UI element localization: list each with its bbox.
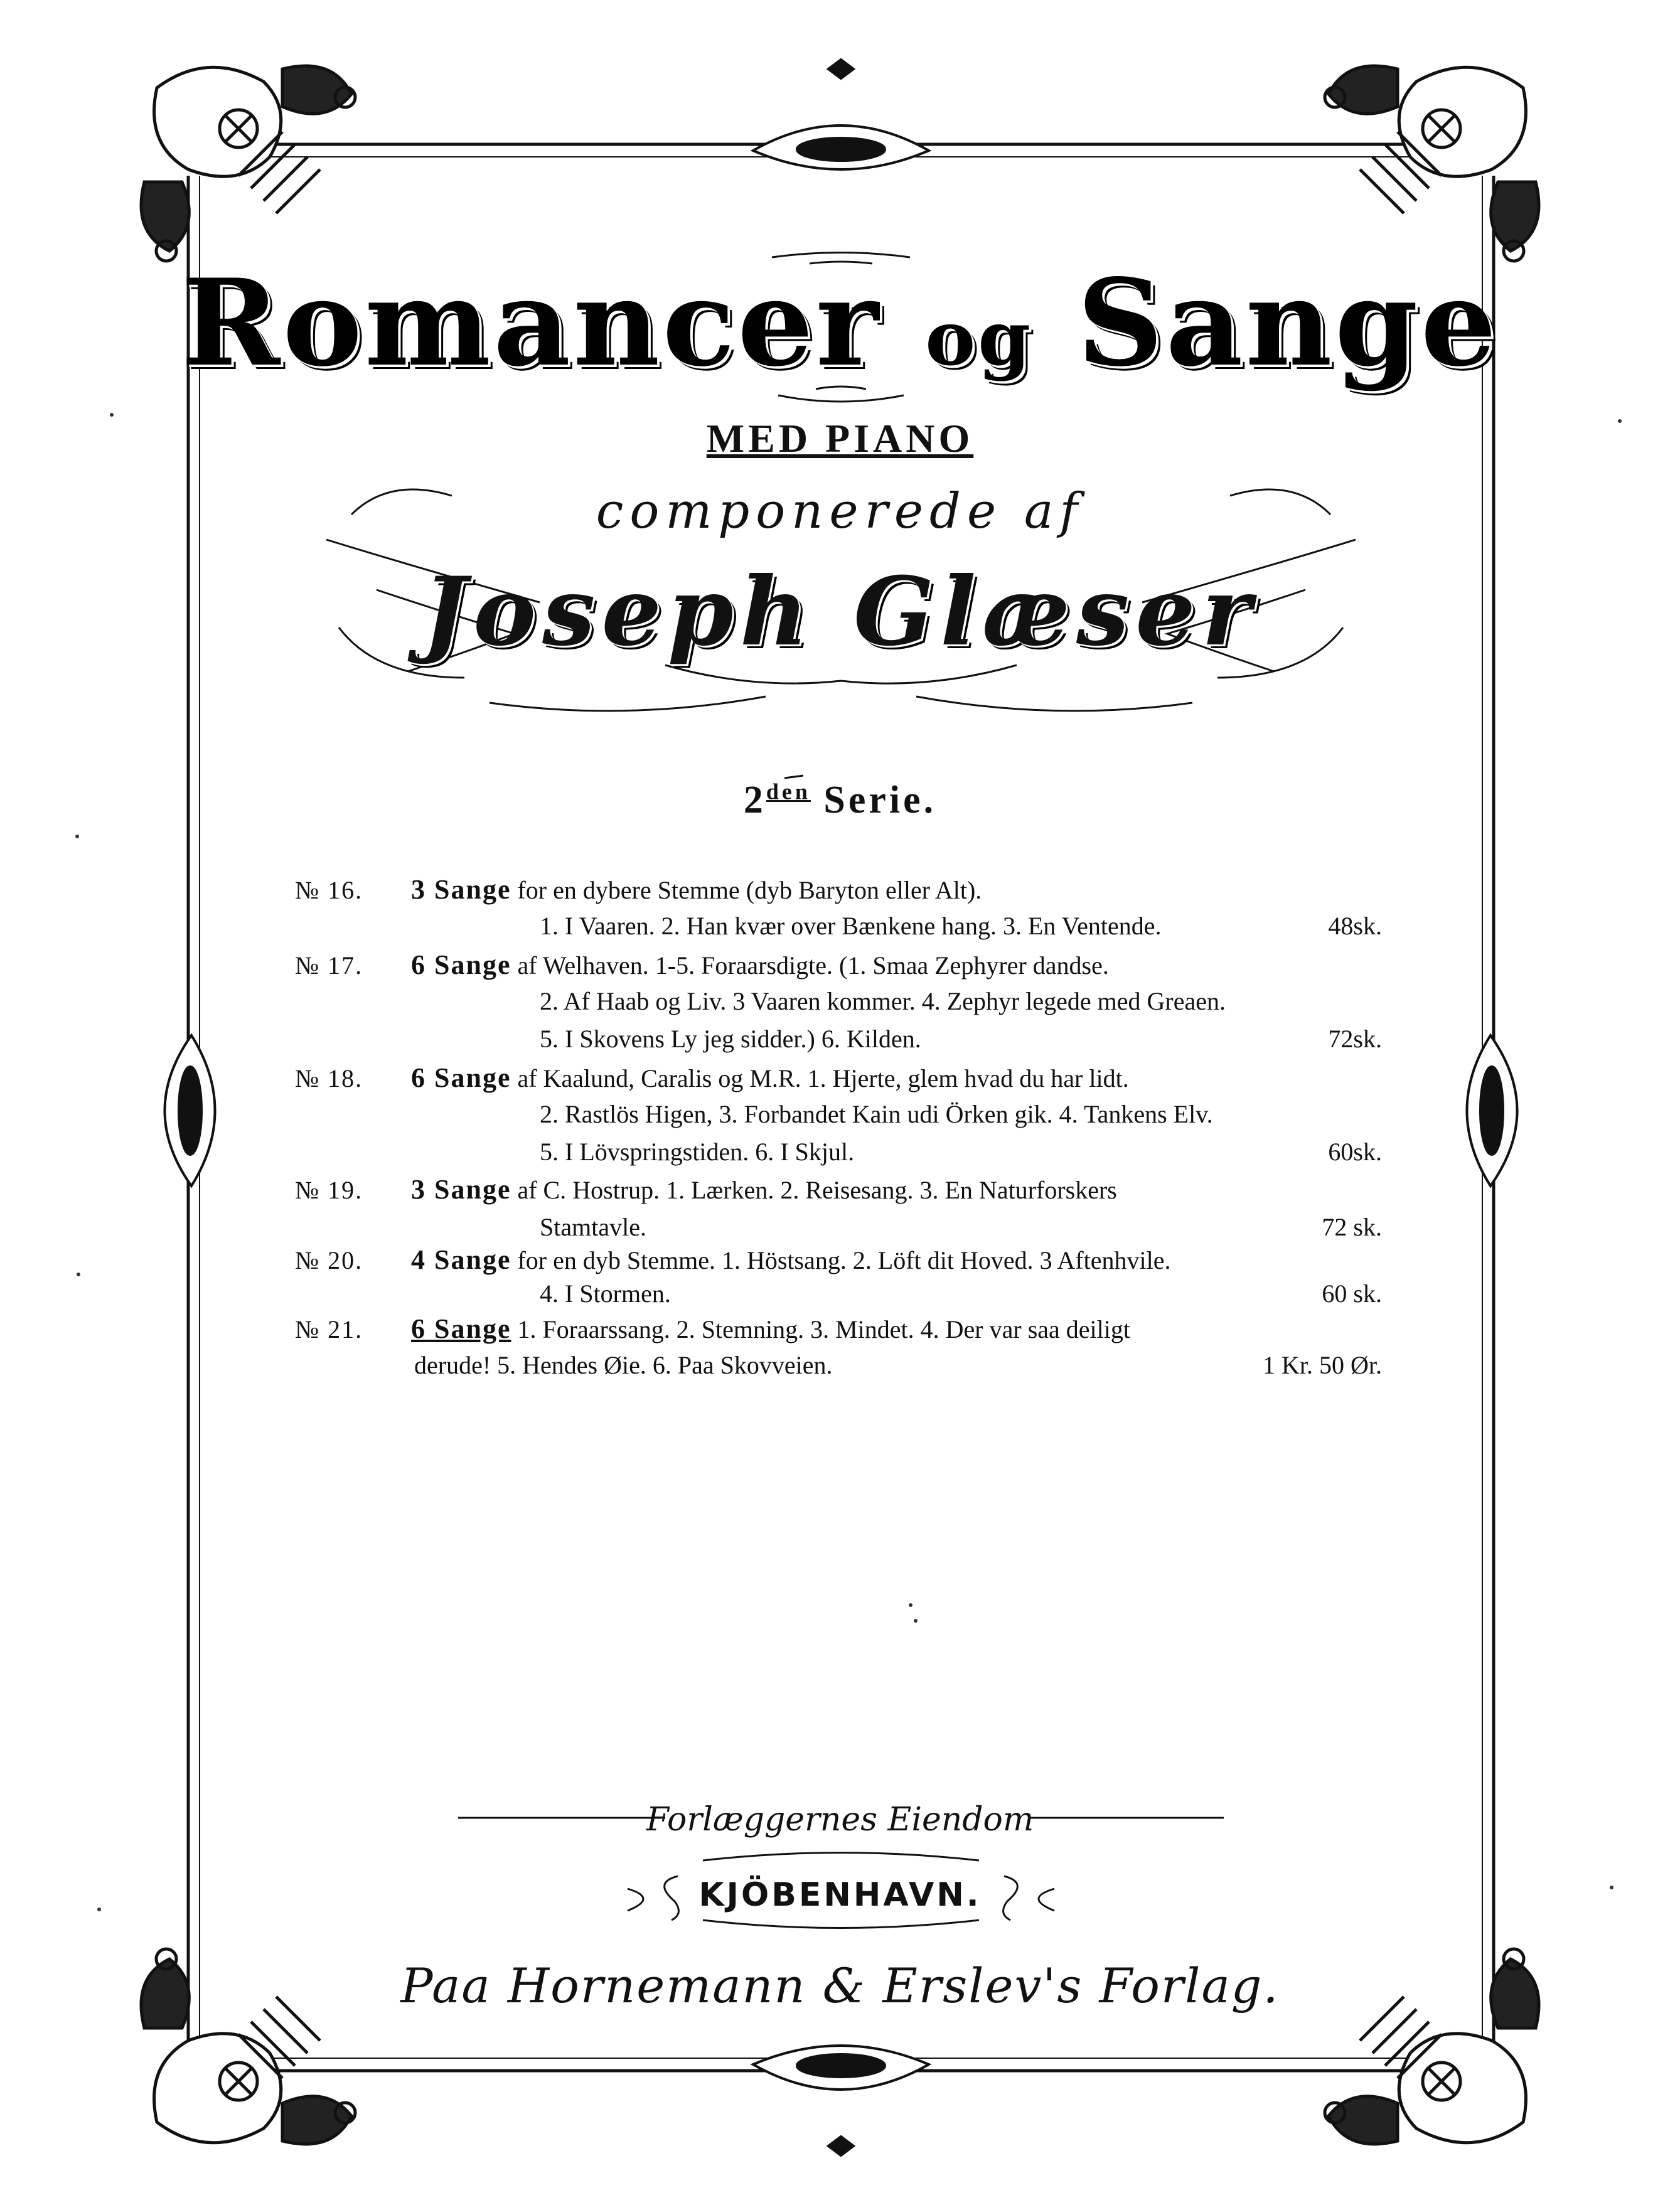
right-center-ornament — [1467, 1035, 1517, 1186]
entry-line: derude! 5. Hendes Øie. 6. Paa Skovveien. — [414, 1351, 833, 1379]
speck — [77, 1273, 80, 1276]
entry-line: 5. I Skovens Ly jeg sidder.) 6. Kilden. — [540, 1025, 921, 1053]
publisher-city: KJÖBENHAVN. — [698, 1876, 982, 1914]
entry-heading: 6 Sange — [411, 949, 511, 980]
entry-first-line — [411, 1244, 1170, 1276]
entry-line: 5. I Lövspringstiden. 6. I Skjul. — [540, 1138, 855, 1166]
entry-heading: 3 Sange — [411, 874, 511, 905]
entry-number: № 19. — [295, 1176, 363, 1204]
ownership-note: Forlæggernes Eiendom — [646, 1801, 1034, 1839]
bottom-center-ornament — [753, 2046, 929, 2155]
speck — [75, 835, 79, 838]
entry-price: 1 Kr. 50 Ør. — [1263, 1351, 1382, 1379]
entry-first-line-rest: for en dybere Stemme (dyb Baryton eller Alt). — [517, 876, 982, 904]
entry-heading: 6 Sange — [411, 1062, 511, 1093]
entry-price: 72 sk. — [1322, 1213, 1382, 1241]
entry-number: № 16. — [295, 876, 363, 904]
entry-number: № 20. — [295, 1246, 363, 1274]
top-center-ornament — [753, 60, 929, 169]
entry-first-line-rest: af C. Hostrup. 1. Lærken. 2. Reisesang. 3. En Naturforskers — [517, 1176, 1117, 1204]
entry-first-line-rest: for en dyb Stemme. 1. Höstsang. 2. Löft dit Hoved. 3 Aftenhvile. — [517, 1246, 1171, 1274]
series-label: Serie. — [823, 779, 937, 821]
speck — [909, 1603, 912, 1607]
entry-first-line — [411, 873, 982, 905]
entry-number: № 21. — [295, 1315, 363, 1343]
entry-line: Stamtavle. — [540, 1213, 646, 1241]
entry-heading: 6 Sange — [411, 1313, 511, 1344]
publisher-name: Paa Hornemann & Erslev's Forlag. — [400, 1958, 1280, 2014]
entry-line: 4. I Stormen. — [540, 1279, 671, 1308]
entry-heading: 4 Sange — [411, 1244, 511, 1275]
title-og: og — [925, 294, 1034, 383]
entry-first-line — [411, 1062, 1129, 1094]
title-end: Sange — [1077, 253, 1499, 393]
composer-name: Joseph Glæser — [422, 557, 1258, 667]
subtitle: MED PIANO — [706, 416, 974, 461]
speck — [914, 1619, 918, 1623]
corner-ornament-top-left — [141, 66, 355, 261]
entry-first-line — [411, 949, 1109, 981]
entry-line: 2. Rastlös Higen, 3. Forbandet Kain udi Örken gik. 4. Tankens Elv. — [540, 1100, 1213, 1128]
entry-first-line — [411, 1173, 1117, 1205]
entry-line: 2. Af Haab og Liv. 3 Vaaren kommer. 4. Zephyr legede med Greaen. — [540, 987, 1226, 1015]
entry-price: 60 sk. — [1322, 1279, 1382, 1308]
left-center-ornament — [165, 1035, 215, 1186]
entry-price: 48sk. — [1328, 912, 1382, 940]
series-suffix: den — [766, 779, 811, 804]
series-heading — [0, 778, 1680, 823]
entry-first-line-rest: af Kaalund, Caralis og M.R. 1. Hjerte, glem hvad du har lidt. — [517, 1064, 1129, 1092]
page-title — [0, 253, 1680, 393]
entry-heading: 3 Sange — [411, 1174, 511, 1205]
entry-first-line-rest: 1. Foraarssang. 2. Stemning. 3. Mindet. 4. Der var saa deiligt — [517, 1315, 1130, 1343]
corner-ornament-top-right — [1325, 66, 1539, 261]
entry-number: № 17. — [295, 951, 363, 980]
entry-price: 72sk. — [1328, 1025, 1382, 1053]
series-ordinal: 2 — [743, 779, 766, 821]
entry-first-line-rest: af Welhaven. 1-5. Foraarsdigte. (1. Smaa Zephyrer dandse. — [517, 951, 1109, 980]
entry-price: 60sk. — [1328, 1138, 1382, 1166]
composed-by-line: componerede af — [596, 483, 1084, 540]
title-main: Romancer — [181, 253, 882, 393]
entry-number: № 18. — [295, 1064, 363, 1092]
entry-first-line — [411, 1313, 1130, 1345]
entry-line: 1. I Vaaren. 2. Han kvær over Bænkene hang. 3. En Ventende. — [540, 912, 1162, 940]
